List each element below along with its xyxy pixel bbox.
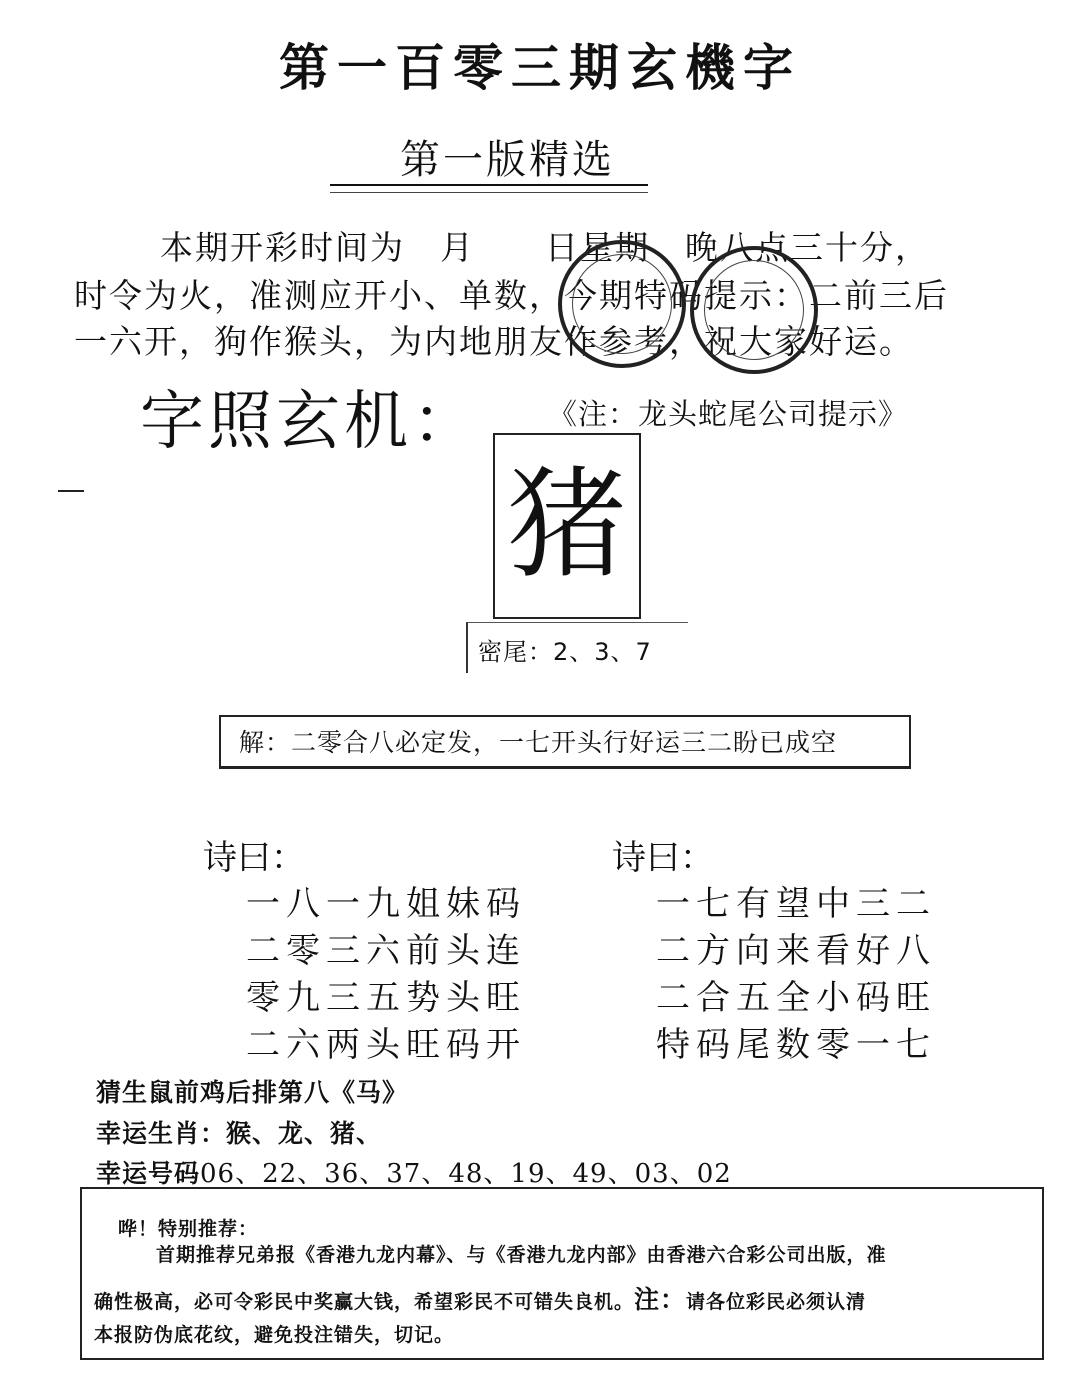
explanation-text: 解：二零合八必定发，一七开头行好运三二盼已成空 — [239, 728, 838, 757]
recommend-line-2 — [94, 1280, 866, 1316]
poem-left-heading: 诗曰： — [203, 838, 305, 878]
poem-left-line: 二零三六前头连 — [246, 931, 526, 971]
edition-subtitle: 第一版精选 — [400, 137, 615, 183]
recommend-note-mark: 注： — [634, 1285, 687, 1314]
recommend-line-1: 首期推荐兄弟报《香港九龙内幕》、与《香港九龙内部》由香港六合彩公司出版，准 — [156, 1244, 887, 1266]
recommend-line-3: 本报防伪底花纹，避免投注错失，切记。 — [94, 1324, 455, 1346]
company-seal-stamp — [558, 240, 686, 368]
subtitle-underline-secondary — [330, 192, 648, 193]
poem-right-heading: 诗曰： — [612, 838, 714, 878]
poem-right-line: 一七有望中三二 — [656, 884, 936, 924]
recommend-line-2a: 确性极高，必可令彩民中奖赢大钱，希望彩民不可错失良机。 — [94, 1291, 635, 1313]
recommend-heading: 哗！特别推荐： — [118, 1218, 259, 1240]
intro-line-1: 本期开彩时间为 月 日星期 晚八点三十分， — [160, 228, 930, 267]
lucky-numbers-label: 幸运号码 — [96, 1159, 201, 1188]
page-title: 第一百零三期玄機字 — [279, 39, 801, 97]
tail-numbers: 密尾：2、3、7 — [478, 638, 652, 666]
explanation-box — [219, 715, 911, 769]
zizhao-label: 字照玄机： — [140, 385, 480, 459]
poem-right-line: 二合五全小码旺 — [656, 978, 936, 1018]
hint-character: 猪 — [507, 456, 627, 595]
margin-mark — [58, 490, 84, 492]
official-seal-stamp — [690, 246, 818, 374]
poem-left-line: 一八一九姐妹码 — [246, 884, 526, 924]
poem-left-line: 零九三五势头旺 — [246, 978, 526, 1018]
intro-line-3: 一六开，狗作猴头，为内地朋友作参考，祝大家好运。 — [74, 322, 914, 361]
lucky-numbers-values: 06、22、36、37、48、19、49、03、02 — [200, 1159, 732, 1189]
intro-line-2: 时令为火，准测应开小、单数，今期特码提示：二前三后 — [74, 276, 949, 315]
lucky-numbers — [96, 1153, 732, 1190]
poem-left-line: 二六两头旺码开 — [246, 1025, 526, 1065]
zizhao-note: 《注：龙头蛇尾公司提示》 — [548, 397, 909, 431]
subtitle-underline — [330, 184, 648, 186]
recommend-line-2b: 请各位彩民必须认清 — [686, 1291, 867, 1313]
lucky-zodiac: 幸运生肖：猴、龙、猪、 — [96, 1119, 383, 1148]
hint-character-box — [493, 433, 641, 619]
poem-right-line: 特码尾数零一七 — [656, 1025, 936, 1065]
poem-right-line: 二方向来看好八 — [656, 931, 936, 971]
ranking-hint: 猜生鼠前鸡后排第八《马》 — [96, 1078, 409, 1107]
